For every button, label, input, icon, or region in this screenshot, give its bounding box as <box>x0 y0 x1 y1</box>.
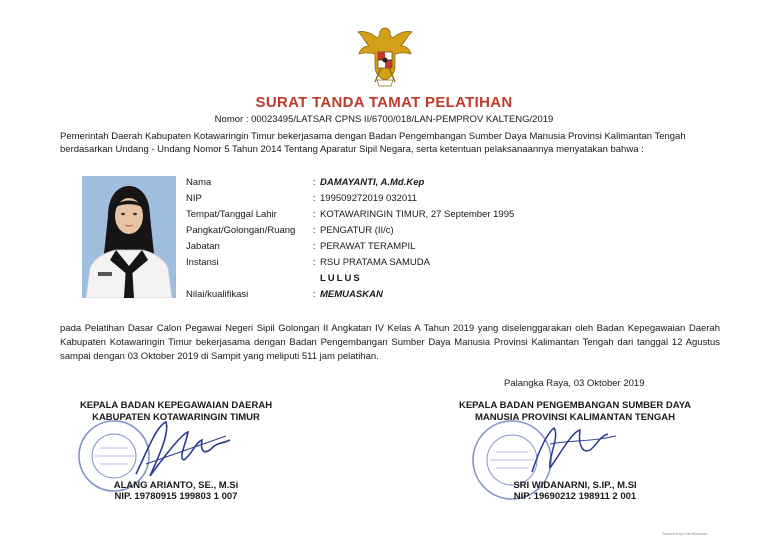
signatory-left-title-line2: KABUPATEN KOTAWARINGIN TIMUR <box>92 412 260 423</box>
signature-right <box>520 414 630 484</box>
detail-row-jabatan: Jabatan : PERAWAT TERAMPIL <box>186 241 416 252</box>
detail-row-nip: NIP : 199509272019 032011 <box>186 193 418 204</box>
signatory-right <box>440 400 710 502</box>
detail-row-ttl: Tempat/Tanggal Lahir : KOTAWARINGIN TIMUR, 27 September 1995 <box>186 209 515 220</box>
scanner-footnote: Scanned by CamScanner <box>662 531 708 536</box>
detail-row-nilai: Nilai/kualifikasi : MEMUASKAN <box>186 289 383 300</box>
garuda-emblem-icon <box>355 22 415 90</box>
signatory-left <box>56 400 296 502</box>
signatory-right-title-line2: MANUSIA PROVINSI KALIMANTAN TENGAH <box>474 412 676 423</box>
signatory-right-title-line1: KEPALA BADAN PENGEMBANGAN SUMBER DAYA <box>458 400 692 411</box>
signatory-left-nip: NIP. 19780915 199803 1 007 <box>114 491 238 502</box>
detail-row-instansi: Instansi : RSU PRATAMA SAMUDA <box>186 257 430 268</box>
certificate-title: SURAT TANDA TAMAT PELATIHAN <box>255 94 513 111</box>
certificate-number: Nomor : 00023495/LATSAR CPNS II/6700/018/LAN-PEMPROV KALTENG/2019 <box>214 114 554 125</box>
signatory-right-nip: NIP. 19690212 198911 2 001 <box>513 491 637 502</box>
participant-details <box>186 177 626 305</box>
signatory-left-name: ALANG ARIANTO, SE., M.Si <box>113 480 239 491</box>
signatory-right-name: SRI WIDANARNI, S.IP., M.SI <box>513 480 637 491</box>
intro-paragraph: Pemerintah Daerah Kabupaten Kotawaringin Timur bekerjasama dengan Badan Pengembangan Sumber Daya Manusia Provinsi Kalimantan Tengah berdasarkan Undang - Undang Nomor 5 Tahun 2014 Tentang Aparatur Sipil Negara, serta ketentuan pelaksanaannya menyatakan bahwa : <box>60 131 686 155</box>
status-lulus: LULUS <box>320 273 362 284</box>
place-date: Palangka Raya, 03 Oktober 2019 <box>504 378 645 389</box>
detail-row-nama: Nama : DAMAYANTI, A.Md.Kep <box>186 177 425 188</box>
participant-photo <box>82 176 176 298</box>
signatory-left-title-line1: KEPALA BADAN KEPEGAWAIAN DAERAH <box>79 400 273 411</box>
closing-paragraph: pada Pelatihan Dasar Calon Pegawai Negeri Sipil Golongan II Angkatan IV Kelas A Tahun 2019 yang diselenggarakan oleh Badan Kepegawaian Daerah Kabupaten Kotawaringin Timur bekerjasama dengan Badan Pengembangan Sumber Daya Manusia Provinsi Kalimantan Tengah dari tanggal 12 Agustus sampai dengan 03 Oktober 2019 di Sampit yang meliputi 511 jam pelatihan. <box>60 323 720 362</box>
participant-name: DAMAYANTI, A.Md.Kep <box>320 177 425 188</box>
detail-row-pangkat: Pangkat/Golongan/Ruang : PENGATUR (II/c) <box>186 225 394 236</box>
signature-left <box>126 414 246 484</box>
detail-row-status <box>186 273 626 289</box>
